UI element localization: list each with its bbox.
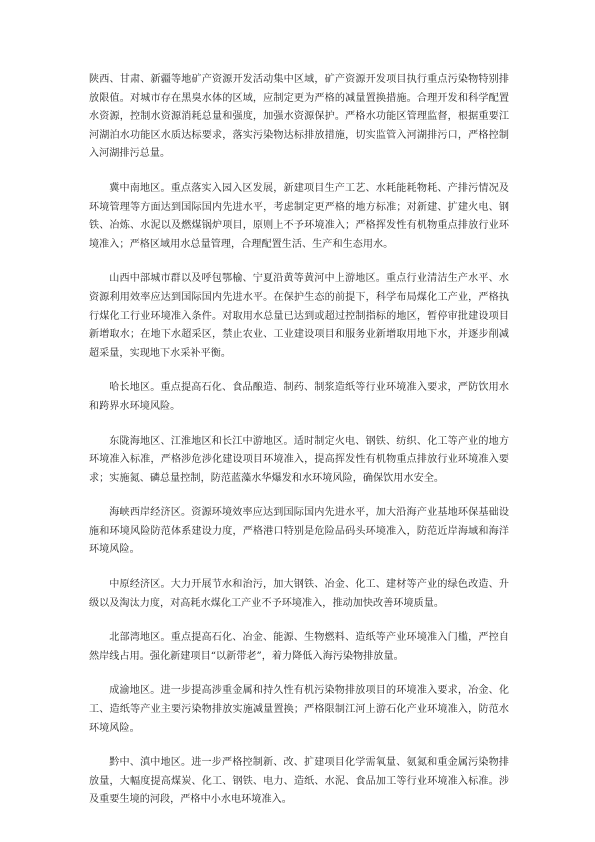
paragraph-harbin-changchun: 哈长地区。重点提高石化、食品酿造、制药、制浆造纸等行业环境准入要求，严防饮用水和跨界水环境风险。 (89, 382, 509, 412)
paragraph-shanxi-yellow-river: 山西中部城市群以及呼包鄂榆、宁夏沿黄等黄河中上游地区。重点行业清洁生产水平、水资源利用效率应达到国际国内先进水平。在保护生态的前提下，科学布局煤化工产业，严格执行煤化工行业环境准入条件。对取用水总量已达到或超过控制指标的地区，暂停审批建设项目新增取水；在地下水超采区，禁止农业、工业建设项目和服务业新增取用地下水，并逐步削减超采量，实现地下水采补平衡。 (89, 273, 509, 359)
paragraph-chengdu-chongqing: 成渝地区。进一步提高涉重金属和持久性有机污染物排放项目的环境准入要求，冶金、化工、造纸等产业主要污染物排放实施减量置换；严格限制江河上游石化产业环境准入，防范水环境风险。 (89, 685, 509, 734)
paragraph-jizhongnan: 冀中南地区。重点落实入园入区发展，新建项目生产工艺、水耗能耗物耗、产排污情况及环境管理等方面达到国际国内先进水平，考虑制定更严格的地方标准；对新建、扩建火电、钢铁、冶炼、水泥以及燃煤锅炉项目，原则上不予环境准入；严格挥发性有机物重点排放行业环境准入；严格区域用水总量管理，合理配置生活、生产和生态用水。 (89, 182, 509, 250)
paragraph-east-longhai-jianghuai: 东陇海地区、江淮地区和长江中游地区。适时制定火电、钢铁、纺织、化工等产业的地方环境准入标准，严格涉危涉化建设项目环境准入，提高挥发性有机物重点排放行业环境准入要求；实施氮、磷总量控制，防范蓝藻水华爆发和水环境风险，确保饮用水安全。 (89, 435, 509, 484)
paragraph-guizhou-yunnan: 黔中、滇中地区。进一步严格控制新、改、扩建项目化学需氧量、氨氮和重金属污染物排放量，大幅度提高煤炭、化工、钢铁、电力、造纸、水泥、食品加工等行业环境准入标准。涉及重要生境的河段，严格中小水电环境准入。 (89, 757, 509, 806)
paragraph-west-strait: 海峡西岸经济区。资源环境效率应达到国际国内先进水平，加大沿海产业基地环保基础设施和环境风险防范体系建设力度，严格港口特别是危险品码头环境准入，防范近岸海域和海洋环境风险。 (89, 507, 509, 556)
paragraph-beibu-gulf: 北部湾地区。重点提高石化、冶金、能源、生物燃料、造纸等产业环境准入门槛，严控自然岸线占用。强化新建项目“以新带老”，着力降低入海污染物排放量。 (89, 632, 509, 662)
document-body (89, 71, 509, 810)
paragraph-shaanxi-gansu-xinjiang: 陕西、甘肃、新疆等地矿产资源开发活动集中区域，矿产资源开发项目执行重点污染物特别排放限值。对城市存在黑臭水体的区域，应制定更为严格的减量置换措施。合理开发和科学配置水资源，控制水资源消耗总量和强度，加强水资源保护。严格水功能区管理监督，根据重要江河湖泊水功能区水质达标要求，落实污染物达标排放措施，切实监管入河湖排污口，严格控制入河湖排污总量。 (89, 74, 509, 160)
paragraph-central-plains: 中原经济区。大力开展节水和治污，加大钢铁、冶金、化工、建材等产业的绿色改造、升级以及淘汰力度，对高耗水煤化工产业不予环境准入，推动加快改善环境质量。 (89, 579, 509, 609)
